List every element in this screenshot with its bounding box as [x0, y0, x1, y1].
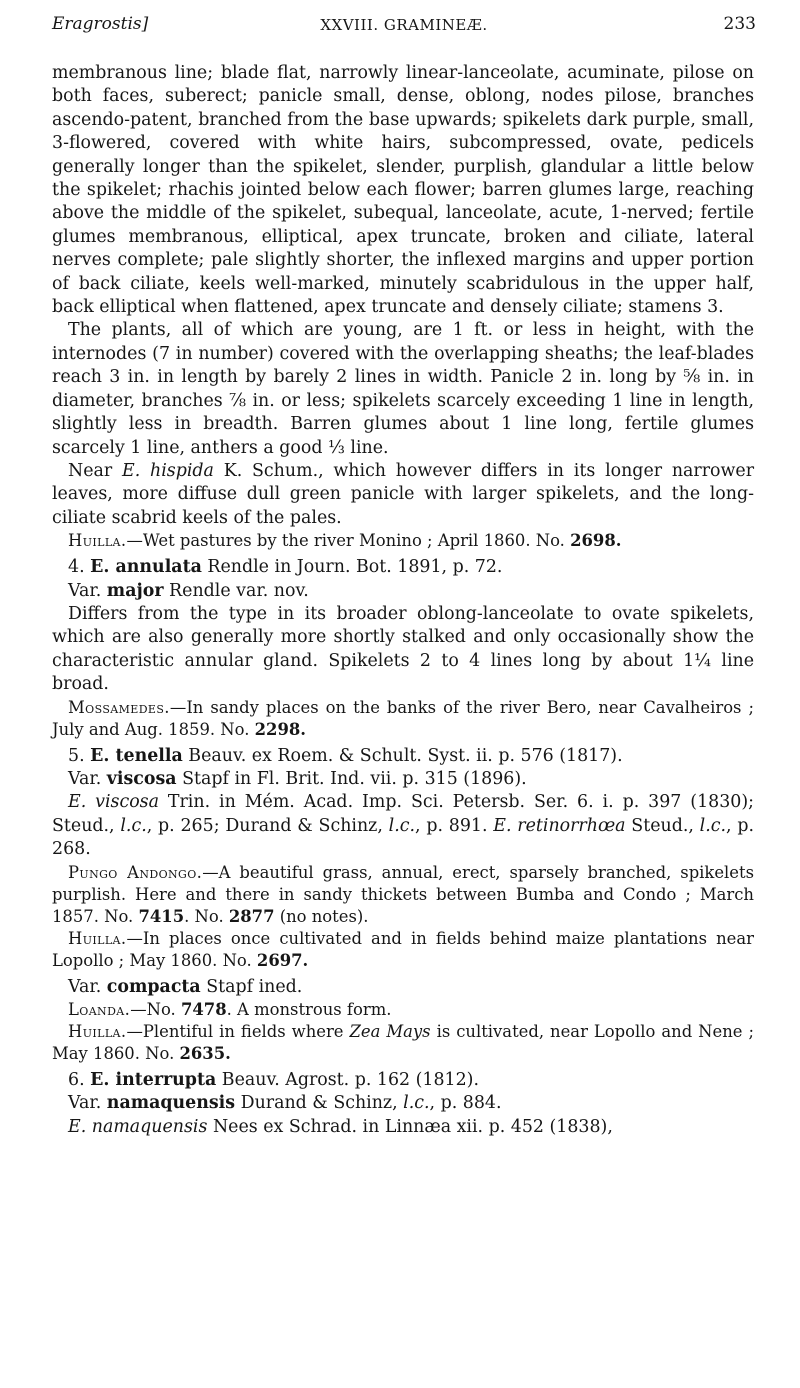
header-genus: Eragrostis] — [52, 14, 149, 34]
text: Var. — [68, 768, 107, 789]
locality-name: Huilla. — [68, 928, 127, 948]
plant-name: Zea Mays — [349, 1022, 431, 1041]
page-number: 233 — [723, 14, 756, 34]
variety-viscosa — [52, 768, 754, 791]
locality-loanda — [52, 999, 754, 1021]
locality-text: —No. — [130, 1000, 181, 1019]
specimen-number: 2877 — [228, 906, 275, 926]
text: . A monstrous form. — [226, 1000, 392, 1019]
synonymy — [52, 791, 754, 861]
locality-text: —Wet pastures by the river Monino ; April 1860. No. — [126, 531, 571, 551]
text: , p. 265; Durand & Schinz, — [146, 815, 389, 836]
text: , p. 891. — [415, 815, 494, 836]
page-body — [52, 62, 754, 1139]
variety-name: compacta — [106, 976, 201, 997]
specimen-number: 2698. — [570, 531, 622, 551]
synonymy-6 — [52, 1116, 754, 1139]
species-5-heading — [52, 745, 754, 768]
locality-name: Huilla. — [68, 1022, 127, 1041]
species-number: 6. — [68, 1070, 91, 1090]
species-name: E. hispida — [122, 460, 214, 481]
species-4-heading — [52, 556, 754, 579]
citation: Beauv. ex Roem. & Schult. Syst. ii. p. 576 (1817). — [182, 745, 623, 766]
locality-text: —A beautiful grass, annual, erect, sparsely branched, spikelets purplish. Here and there in sandy thickets between Bumba and Condo ; March 1857. No. — [52, 862, 755, 926]
synonym: E. retinorrhœa — [493, 815, 626, 836]
header-family: XXVIII. GRAMINEÆ. — [320, 16, 488, 34]
variety-major — [52, 580, 754, 603]
measurements-paragraph: The plants, all of which are young, are 1 ft. or less in height, with the internodes (7 in number) covered with the overlapping sheaths; the leaf-blades reach 3 in. in length by barely 2 lines in width. Panicle 2 in. long by ⅝ in. in diameter, branches ⅞ in. or less; spikelets scarcely exceeding 1 line in length, slightly less in breadth. Barren glumes about 1 line long, fertile glumes scarcely 1 line, anthers a good ⅓ line. — [52, 320, 754, 458]
specimen-number: 7415 — [138, 906, 185, 926]
running-head — [52, 14, 756, 44]
text: (no notes). — [274, 906, 369, 926]
text: l.c. — [120, 815, 147, 836]
locality-huilla-2 — [52, 928, 754, 972]
text: , p. 884. — [429, 1093, 502, 1114]
text: l.c. — [699, 815, 727, 836]
species-number: 4. — [68, 557, 91, 578]
text: , p. 268. — [52, 815, 755, 860]
species-name: E. interrupta — [90, 1070, 217, 1090]
citation: Stapf in Fl. Brit. Ind. vii. p. 315 (1896). — [176, 768, 527, 789]
citation: Stapf ined. — [200, 976, 303, 997]
citation: Beauv. Agrost. p. 162 (1812). — [216, 1070, 479, 1090]
text: Var. — [68, 580, 107, 601]
text: l.c. — [403, 1093, 430, 1114]
locality-text: —In sandy places on the banks of the river Bero, near Cavalheiros ; July and Aug. 1859. No. — [52, 697, 754, 739]
locality-text: —In places once cultivated and in fields behind maize plantations near Lopollo ; May 1860. No. — [52, 928, 754, 970]
locality-huilla-1 — [52, 530, 754, 552]
species-number: 5. — [68, 745, 91, 766]
variety-namaquensis — [52, 1092, 754, 1115]
species-6-heading — [52, 1069, 754, 1092]
text: Steud., — [625, 815, 700, 836]
text: . No. — [184, 906, 229, 926]
specimen-number: 2635. — [179, 1044, 231, 1063]
locality-name: Pungo Andongo. — [68, 862, 203, 882]
citation: Durand & Schinz, — [235, 1093, 404, 1114]
locality-mossamedes — [52, 697, 754, 741]
locality-huilla-3 — [52, 1021, 754, 1065]
synonym: E. namaquensis — [68, 1116, 208, 1137]
citation: Rendle var. nov. — [163, 580, 309, 601]
locality-name: Huilla. — [68, 531, 127, 551]
locality-text: is cultivated, near Lopollo and Nene ; May 1860. No. — [52, 1022, 755, 1063]
text: Var. — [68, 976, 107, 997]
species-name: E. tenella — [90, 745, 183, 766]
locality-name: Loanda. — [68, 1000, 131, 1019]
variety-name: viscosa — [106, 768, 177, 789]
affinity-paragraph — [52, 460, 754, 530]
specimen-number: 7478 — [180, 1000, 227, 1019]
variety-name: namaquensis — [106, 1093, 236, 1114]
text: l.c. — [388, 815, 415, 836]
citation: Nees ex Schrad. in Linnæa xii. p. 452 (1838), — [207, 1116, 613, 1137]
variety-compacta — [52, 976, 754, 999]
text: Near — [68, 460, 122, 481]
description-paragraph: membranous line; blade flat, narrowly linear-lanceolate, acuminate, pilose on both faces, suberect; panicle small, dense, oblong, nodes pilose, branches ascendo-patent, branched from the base upwards; spikelets dark purple, small, 3-flowered, covered with white hairs, subcompressed, ovate, pedicels generally longer than the spikelet, slender, purplish, glandular a little below the spikelet; rhachis jointed below each flower; barren glumes large, reaching above the middle of the spikelet, subequal, lanceolate, acute, 1-nerved; fertile glumes membranous, elliptical, apex truncate, broken and ciliate, lateral nerves complete; pale slightly shorter, the inflexed margins and upper portion of back ciliate, keels well-marked, minutely scabridulous in the upper half, back elliptical when flattened, apex truncate and densely ciliate; stamens 3. — [52, 63, 754, 318]
specimen-number: 2697. — [256, 950, 309, 970]
variety-name: major — [106, 580, 164, 601]
citation: Rendle in Journ. Bot. 1891, p. 72. — [201, 557, 503, 578]
synonym: E. viscosa — [68, 792, 159, 813]
variety-description: Differs from the type in its broader oblong-lanceolate to ovate spikelets, which are also generally more shortly stalked and only occasionally show the characteristic annular gland. Spikelets 2 to 4 lines long by about 1¼ line broad. — [52, 603, 754, 695]
species-name: E. annulata — [90, 557, 202, 578]
locality-text: —Plentiful in fields where — [126, 1022, 350, 1041]
text: K. Schum., which however differs in its longer narrower leaves, more diffuse dull green panicle with larger spikelets, and the long-ciliate scabrid keels of the pales. — [52, 460, 755, 528]
specimen-number: 2298. — [254, 719, 306, 739]
text: Var. — [68, 1093, 107, 1114]
locality-pungo-andongo — [52, 862, 754, 928]
locality-name: Mossamedes. — [68, 697, 170, 717]
text: Trin. in Mém. Acad. Imp. Sci. Petersb. Ser. 6. i. p. 397 (1830); Steud., — [52, 792, 754, 836]
